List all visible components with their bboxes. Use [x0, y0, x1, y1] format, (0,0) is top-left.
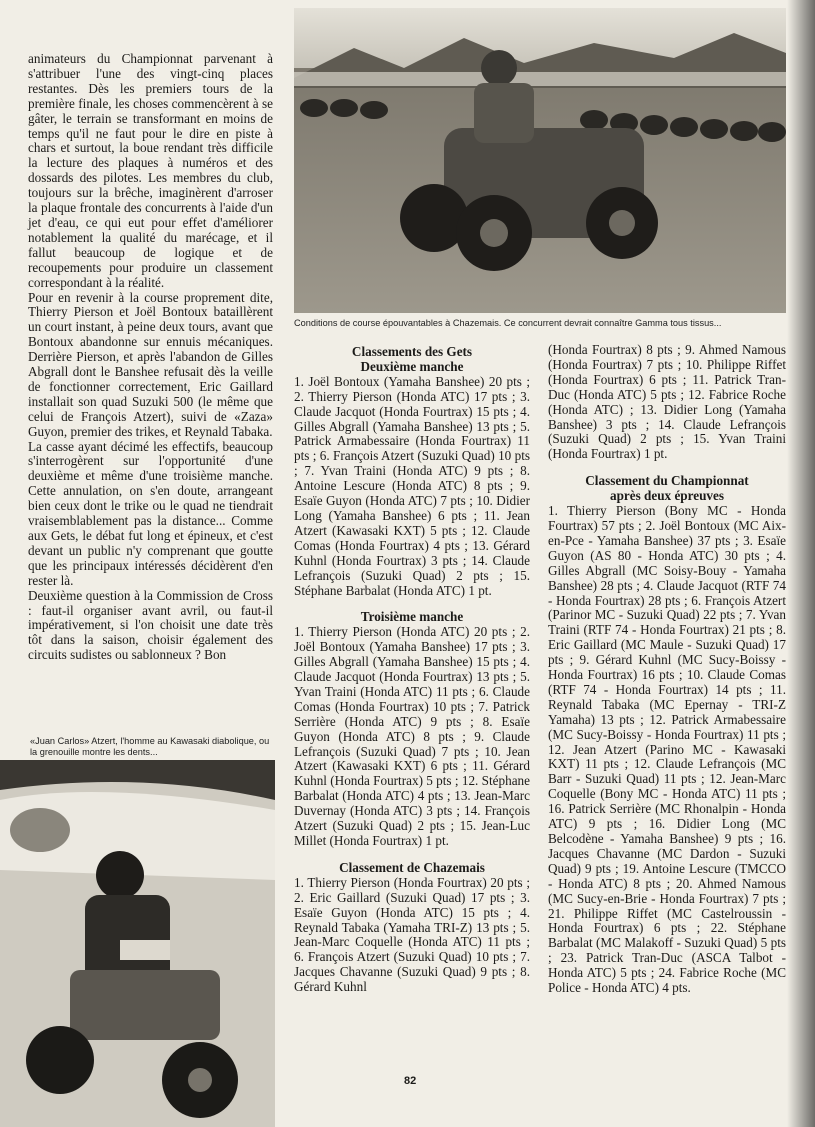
trike-rider-photo	[0, 760, 275, 1127]
section-title: Classement du Championnat	[585, 473, 749, 489]
left-photo-caption: «Juan Carlos» Atzert, l'homme au Kawasaki diabolique, ou la grenouille montre les dents...	[30, 736, 270, 757]
section-title: Classement de Chazemais	[339, 859, 485, 875]
gets-third-heat	[294, 610, 530, 849]
results-list: 1. Thierry Pierson (Bony MC - Honda Fourtrax) 57 pts ; 2. Joël Bontoux (MC Aix-en-Pce - Yamaha Banshee) 37 pts ; 3. Esaïe Guyon (AS 80 - Honda ATC) 30 pts ; 4. Gilles Abgrall (MC Soisy-Bouy - Yamaha Banshee) 28 pts ; 4. Claude Jacquot (RTF 74 - Honda Fourtrax) 28 pts ; 6. François Atzert (Parinor MC - Suzuki Quad) 22 pts ; 7. Yvan Traini (RTF 74 - Honda Fourtrax) 21 pts ; 8. Eric Gaillard (MC Maule - Suzuki Quad) 17 pts ; 9. Gérard Kuhnl (MC Sucy-Boissy - Honda Fourtrax) 16 pts ; 10. Claude Comas (RTF 74 - Honda Fourtrax) 14 pts ; 11. Reynald Tabaka (MC Epernay - TRI-Z Yamaha) 13 pts ; 12. Patrick Armabessaire (MC Sucy-Boissy - Honda Fourtrax) 11 pts ; 12. Jean Atzert (Parino MC - Kawasaki KXT) 11 pts ; 12. Claude Lefrançois (MC Barr - Suzuki Quad) 11 pts ; 12. Jean-Marc Coquelle (Bony MC - Honda ATC) 11 pts ; 16. Patrick Serrière (MC Rhonalpin - Honda ATC) 9 pts ; 16. Didier Long (MC Belcodène - Yamaha Banshee) 9 pts ; 16. Jacques Chavanne (MC Dardon - Suzuki Quad) 9 pts ; 19. Antoine Lescure (TMCCO - Honda ATC) 8 pts ; 20. Ahmed Namous (MC Sucy-en-Brie - Honda Fourtrax) 7 pts ; 21. Philippe Riffet (MC Castelroussin - Honda Fourtrax) 6 pts ; 22. Stéphane Barbalat (MC Malakoff - Suzuki Quad) 5 pts ; 23. Patrick Tran-Duc (ASCA Talbot - Honda ATC) 5 pts ; 24. Fabrice Roche (MC Police - Honda ATC) 4 pts.	[548, 503, 786, 996]
chazemais-results-continued	[548, 343, 786, 462]
trike-photo-illustration	[0, 760, 275, 1127]
section-subtitle: Deuxième manche	[360, 358, 464, 374]
article-paragraph: La casse ayant décimé les effectifs, beaucoup s'interrogèrent sur l'opportunité d'une deuxième et même d'une troisième manche. Cette annulation, on s'en doute, arrangeant bien ceux dont le trike ou le quad ne tiendrait vraisemblablement pas la distance... Comme aux Gets, le débat fut long et épineux, et c'est devant un public n'y comprenant que goutte que les principaux intéressés décidèrent d'en rester là.	[28, 438, 273, 588]
article-paragraph: Pour en revenir à la course proprement dite, Thierry Pierson et Joël Bontoux bataillèrent un court instant, à peine deux tours, avant que Bontoux abandonne sur ennuis mécaniques. Derrière Pierson, et après l'abandon de Gilles Abgrall dont le Banshee refusait dès la veille de fonctionner correctement, Eric Gaillard installait son quad Suzuki 500 (le même que celui de François Atzert), suivi de «Zaza» Guyon, premier des trikes, et Reynald Tabaka.	[28, 289, 273, 439]
page-number: 82	[404, 1075, 417, 1087]
championship-standings	[548, 474, 786, 996]
results-list: 1. Joël Bontoux (Yamaha Banshee) 20 pts ; 2. Thierry Pierson (Honda ATC) 17 pts ; 3. Claude Jacquot (Honda Fourtrax) 15 pts ; 4. Gilles Abgrall (Yamaha Banshee) 13 pts ; 5. Patrick Armabessaire (Honda Fourtrax) 11 pts ; 6. François Atzert (Suzuki Quad) 10 pts ; 7. Yvan Traini (Honda ATC) 9 pts ; 8. Antoine Lescure (Honda ATC) 8 pts ; 9. Esaïe Guyon (Honda ATC) 7 pts ; 10. Didier Long (Yamaha Banshee) 6 pts ; 11. Jean Atzert (Kawasaki KXT) 5 pts ; 12. Claude Comas (Honda Fourtrax) 4 pts ; 13. Gérard Kuhnl (Honda Fourtrax) 3 pts ; 14. Claude Lefrançois (Suzuki Quad) 2 pts ; 15. Stéphane Barbalat (Honda ATC) 1 pt.	[294, 373, 530, 598]
results-list: 1. Thierry Pierson (Honda ATC) 20 pts ; 2. Joël Bontoux (Yamaha Banshee) 17 pts ; 3. Gilles Abgrall (Yamaha Banshee) 15 pts ; 4. Claude Jacquot (Honda Fourtrax) 13 pts ; 5. Yvan Traini (Honda ATC) 11 pts ; 6. Claude Comas (Honda Fourtrax) 10 pts ; 7. Patrick Serrière (Honda ATC) 9 pts ; 8. Esaïe Guyon (Honda ATC) 8 pts ; 9. Claude Lefrançois (Suzuki Quad) 7 pts ; 10. Jean Atzert (Kawasaki KXT) 6 pts ; 11. Gérard Kuhnl (Honda Fourtrax) 5 pts ; 12. Stéphane Barbalat (Honda ATC) 4 pts ; 13. Jean-Marc Duvernay (Honda ATC) 3 pts ; 14. François Atzert (Suzuki Quad) 2 pts ; 15. Jean-Luc Millet (Honda Fourtrax) 1 pt.	[294, 624, 530, 848]
gets-second-heat	[294, 345, 530, 598]
quad-mud-photo	[294, 8, 786, 313]
section-subtitle: après deux épreuves	[609, 488, 725, 504]
results-middle-column	[294, 345, 530, 1007]
chazemais-results	[294, 861, 530, 995]
top-photo-caption: Conditions de course épouvantables à Chazemais. Ce concurrent devrait connaître Gamma tous tissus...	[294, 318, 722, 328]
section-title: Troisième manche	[360, 609, 464, 625]
results-right-column	[548, 343, 786, 1008]
quad-photo-illustration	[294, 8, 786, 313]
section-title: Classements des Gets	[351, 344, 473, 359]
results-list: (Honda Fourtrax) 8 pts ; 9. Ahmed Namous (Honda Fourtrax) 7 pts ; 10. Philippe Riffet (Honda Fourtrax) 6 pts ; 11. Patrick Tran-Duc (Honda ATC) 5 pts ; 12. Fabrice Roche (Honda ATC) ; 13. Didier Long (Yamaha Banshee) 3 pts ; 14. Claude Lefrançois (Suzuki Quad) 2 pts ; 15. Yvan Traini (Honda Fourtrax) 1 pt.	[548, 342, 786, 462]
article-paragraph: Deuxième question à la Commission de Cross : faut-il organiser avant avril, ou faut-il impérativement, si l'on choisit une date très tôt dans la saison, choisir également des circuits sudistes ou sablonneux ? Bon	[28, 587, 273, 663]
results-list: 1. Thierry Pierson (Honda Fourtrax) 20 pts ; 2. Eric Gaillard (Suzuki Quad) 17 pts ; 3. Esaïe Guyon (Honda ATC) 15 pts ; 4. Reynald Tabaka (Yamaha TRI-Z) 13 pts ; 5. Jean-Marc Coquelle (Honda ATC) 11 pts ; 6. François Atzert (Suzuki Quad) 10 pts ; 7. Jacques Chavanne (Suzuki Quad) 9 pts ; 8. Gérard Kuhnl	[294, 874, 530, 995]
article-left-column	[28, 52, 273, 663]
article-paragraph: animateurs du Championnat parvenant à s'attribuer l'une des vingt-cinq places restantes. Dès les premiers tours de la première finale, les choses commencèrent à se gâter, le terrain se transformant en moins de temps qu'il ne faut pour le dire en piste à chars et surtout, la boue rendant très difficile la lecture des plaques à numéros et des dossards des pilotes. Les membres du club, toujours sur la brêche, imaginèrent d'arroser la plaque frontale des concurrents à l'aide d'un jet d'eau, ce qui eut pour effet d'améliorer notablement la qualité du marécage, et il fallut beaucoup de logique et de recoupements pour produire un classement correspondant à la réalité.	[28, 51, 273, 290]
page-edge-shadow	[787, 0, 815, 1127]
